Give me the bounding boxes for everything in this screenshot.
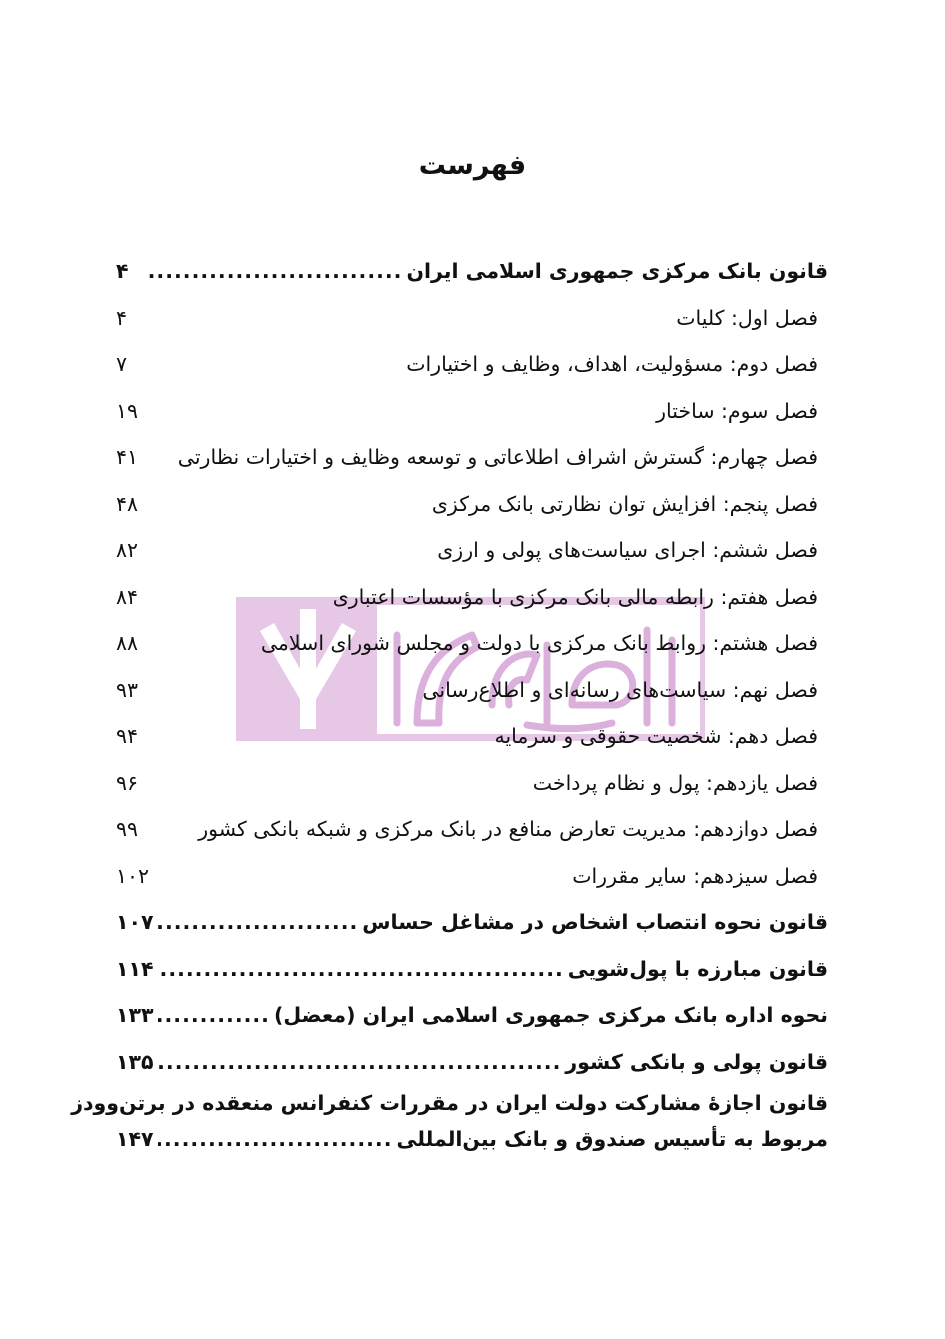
toc-page-number: ۱۳۳ <box>116 1003 154 1027</box>
toc-chapter-row[interactable] <box>116 620 828 667</box>
toc-page-number: ۹۹ <box>116 817 139 841</box>
toc-page-number: ۴ <box>116 259 129 283</box>
toc-entry-title-line2: مربوط به تأسیس صندوق و بانک بین‌المللی <box>396 1127 828 1151</box>
page-title: فهرست <box>418 150 527 181</box>
toc-entry-title: قانون بانک مرکزی جمهوری اسلامی ایران <box>406 259 828 283</box>
toc-entry-title: فصل اول: کلیات <box>676 305 818 330</box>
toc-page-number: ۱۰۷ <box>116 910 154 934</box>
toc-entry-title: فصل یازدهم: پول و نظام پرداخت <box>532 770 818 795</box>
toc-page-number: ۱۴۷ <box>116 1127 154 1151</box>
toc-page-number: ۱۱۴ <box>116 956 154 981</box>
toc-page-number: ۱۰۲ <box>116 863 150 888</box>
toc-page-number: ۱۳۵ <box>116 1049 154 1074</box>
dot-leader <box>158 899 359 946</box>
toc-chapter-row[interactable] <box>116 853 828 900</box>
toc-entry-title: فصل نهم: سیاست‌های رسانه‌ای و اطلاع‌رسانی <box>422 677 818 702</box>
toc-page-number: ۹۶ <box>116 770 139 795</box>
toc-entry-title: قانون مبارزه با پول‌شویی <box>567 956 828 981</box>
dot-leader <box>146 248 402 295</box>
toc-entry-title: قانون پولی و بانکی کشور <box>565 1049 828 1074</box>
dot-leader <box>158 992 270 1039</box>
toc-chapter-row[interactable] <box>116 806 828 853</box>
toc-chapter-row[interactable] <box>116 760 828 807</box>
toc-page-number: ۱۹ <box>116 398 139 423</box>
toc-chapter-row[interactable] <box>116 434 828 481</box>
toc-entry-title: فصل دوازدهم: مدیریت تعارض منافع در بانک مرکزی و شبکه بانکی کشور <box>198 817 818 841</box>
toc-section-row[interactable] <box>116 248 828 295</box>
toc-page-number: ۸۲ <box>116 538 139 562</box>
toc-chapter-row[interactable] <box>116 527 828 574</box>
toc-entry-title: فصل دوم: مسؤولیت، اهداف، وظایف و اختیارات <box>406 352 818 376</box>
toc-page-number: ۸۴ <box>116 584 139 609</box>
table-of-contents <box>71 248 828 1157</box>
toc-entry-title: فصل ششم: اجرای سیاست‌های پولی و ارزی <box>437 538 818 562</box>
toc-entry-title: فصل چهارم: گسترش اشراف اطلاعاتی و توسعه وظایف و اختیارات نظارتی <box>177 445 818 469</box>
dot-leader <box>158 1039 562 1086</box>
toc-entry-title: قانون نحوه انتصاب اشخاص در مشاغل حساس <box>362 910 828 934</box>
toc-entry-title: فصل دهم: شخصیت حقوقی و سرمایه <box>494 724 818 748</box>
toc-section-row[interactable] <box>116 899 828 946</box>
toc-section-row[interactable] <box>116 946 828 993</box>
toc-page-number: ۴۱ <box>116 445 139 469</box>
toc-page-number: ۹۳ <box>116 677 139 702</box>
toc-entry-title: فصل هفتم: رابطه مالی بانک مرکزی با مؤسسات اعتباری <box>332 584 818 609</box>
toc-page-number: ۹۴ <box>116 724 139 748</box>
toc-chapter-row[interactable] <box>116 667 828 714</box>
toc-page-number: ۷ <box>116 352 128 376</box>
toc-section-row[interactable] <box>116 1039 828 1086</box>
toc-entry-title-line1: قانون اجازۀ مشارکت دولت ایران در مقررات کنفرانس منعقده در برتن‌وودز <box>71 1091 828 1115</box>
toc-chapter-row[interactable] <box>116 341 828 388</box>
toc-section-row-multiline[interactable] <box>71 1085 828 1157</box>
toc-chapter-row[interactable] <box>116 713 828 760</box>
toc-entry-title: فصل هشتم: روابط بانک مرکزی با دولت و مجلس شورای اسلامی <box>260 631 818 655</box>
dot-leader <box>158 946 564 993</box>
toc-section-row[interactable] <box>116 992 828 1039</box>
dot-leader <box>158 1121 393 1157</box>
toc-chapter-row[interactable] <box>116 388 828 435</box>
toc-page-number: ۴۸ <box>116 491 139 516</box>
toc-entry-title: نحوه اداره بانک مرکزی جمهوری اسلامی ایران (معضل) <box>273 1003 828 1027</box>
toc-entry-title: فصل سیزدهم: سایر مقررات <box>572 863 818 888</box>
toc-entry-title: فصل پنجم: افزایش توان نظارتی بانک مرکزی <box>431 491 818 516</box>
toc-entry-title: فصل سوم: ساختار <box>656 398 818 423</box>
toc-page-number: ۴ <box>116 305 128 330</box>
toc-chapter-row[interactable] <box>116 295 828 342</box>
toc-chapter-row[interactable] <box>116 481 828 528</box>
toc-entry-line2 <box>116 1121 828 1157</box>
toc-chapter-row[interactable] <box>116 574 828 621</box>
toc-page-number: ۸۸ <box>116 631 139 655</box>
